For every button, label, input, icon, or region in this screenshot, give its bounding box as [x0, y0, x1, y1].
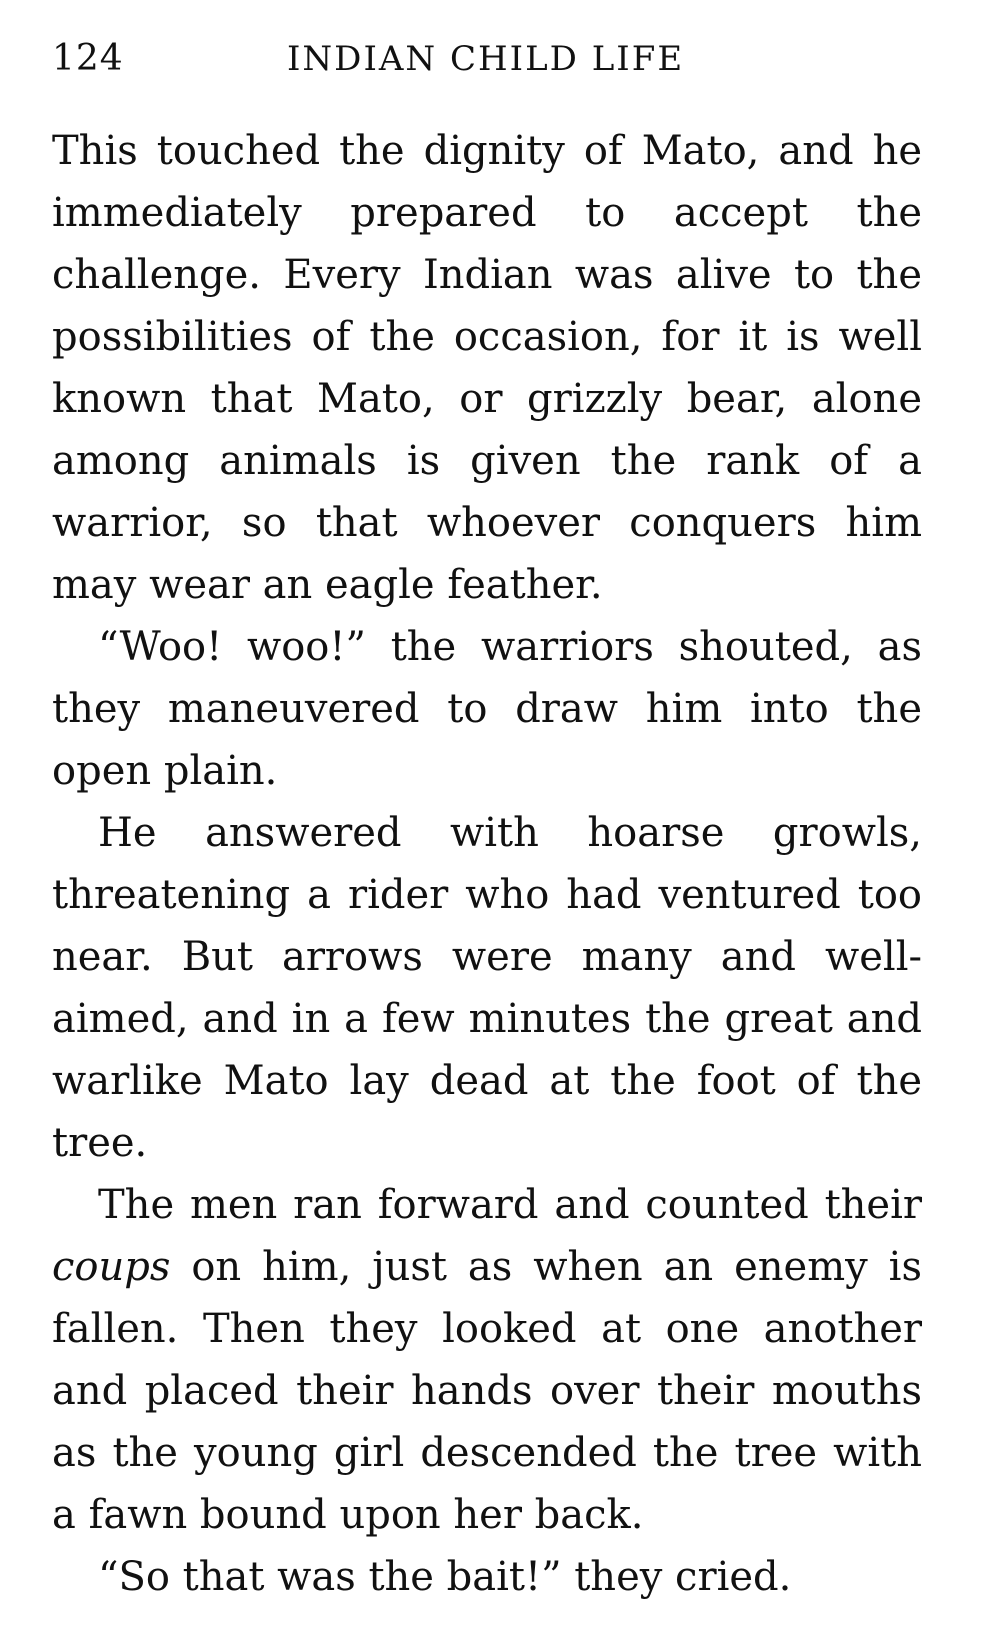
running-header [52, 38, 922, 102]
body-text [52, 120, 922, 1608]
paragraph-lead-text: The men ran forward and counted their [98, 1182, 922, 1228]
paragraph [52, 1174, 922, 1546]
paragraph: “So that was the bait!” they cried. [98, 1554, 792, 1600]
paragraph-rest-text: on him, just as when an enemy is fallen. Then they looked at one another and placed their hands over their mouths as the young girl descended the tree with a fawn bound upon her back. [52, 1244, 922, 1538]
running-title: INDIAN CHILD LIFE [287, 39, 685, 79]
paragraph: He answered with hoarse growls, threatening a rider who had ventured too near. But arrows were many and well-aimed, and in a few minutes the great and warlike Mato lay dead at the foot of the tree. [52, 810, 922, 1166]
italic-word: coups [52, 1244, 171, 1290]
paragraph: This touched the dignity of Mato, and he immediately prepared to accept the challenge. Every Indian was alive to the possibilities of the occasion, for it is well known that Mato, or grizzly bear, alone among animals is given the rank of a warrior, so that whoever conquers him may wear an eagle feather. [52, 128, 922, 608]
paragraph: “Woo! woo!” the warriors shouted, as they maneuvered to draw him into the open plain. [52, 624, 922, 794]
book-page [52, 38, 922, 1608]
page-number: 124 [52, 38, 124, 79]
